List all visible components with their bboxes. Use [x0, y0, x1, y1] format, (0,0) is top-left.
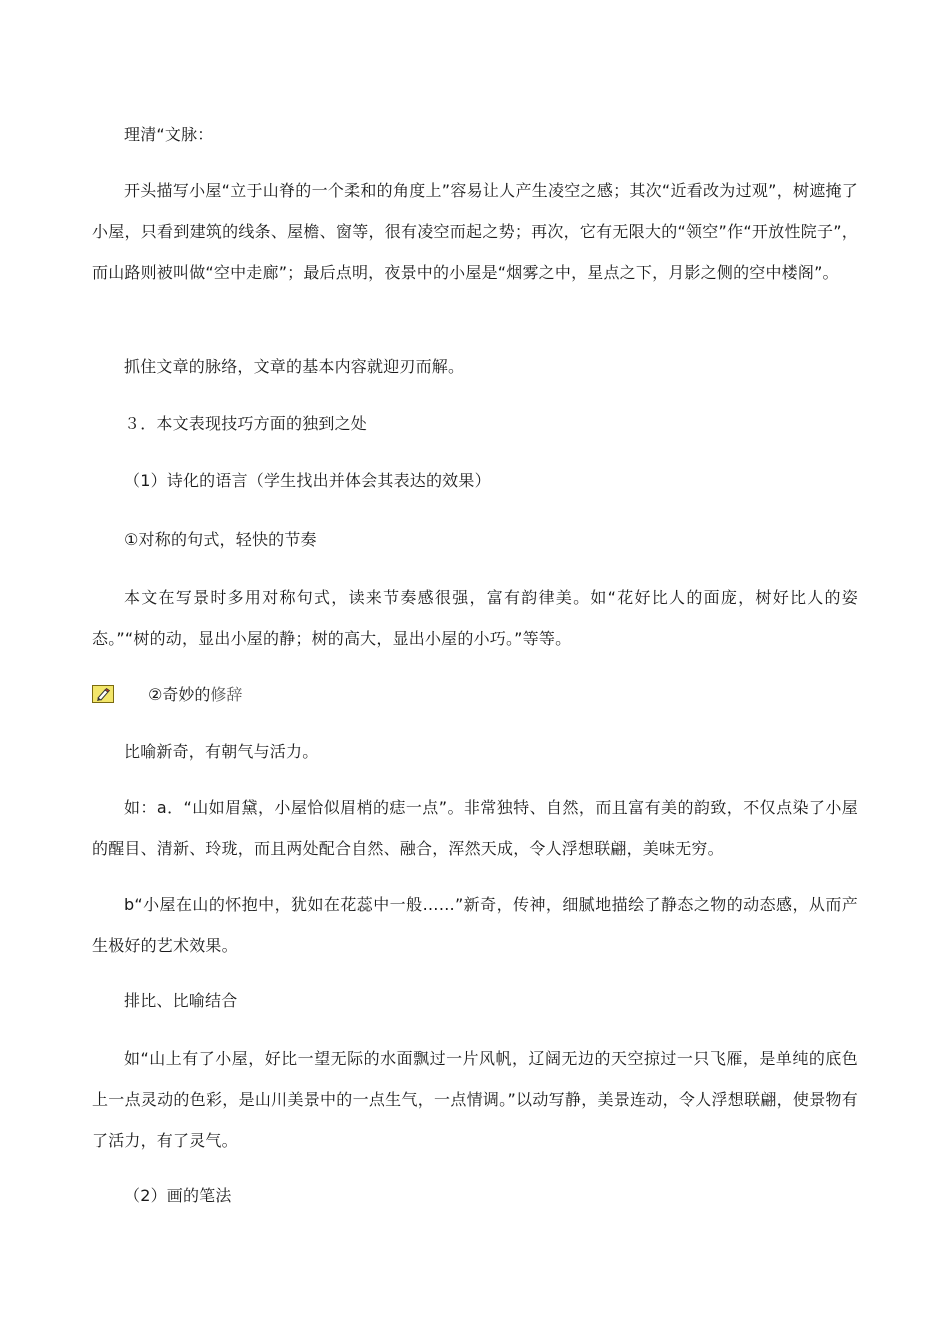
subheading-rhetoric-link: 修辞: [210, 685, 243, 704]
paragraph-metaphor-intro: 比喻新奇，有朝气与活力。: [124, 742, 319, 761]
paragraph-symmetry-explanation: 本文在写景时多用对称句式，读来节奏感很强，富有韵律美。如“花好比人的面庞，树好比人的姿态。”“树的动，显出小屋的静；树的高大，显出小屋的小巧。”等等。: [92, 588, 858, 648]
paragraph-example-b: b“小屋在山的怀抱中，犹如在花蕊中一般……”新奇，传神，细腻地描绘了静态之物的动态感，从而产生极好的艺术效果。: [92, 895, 858, 955]
edit-pencil-icon[interactable]: [92, 685, 114, 703]
subheading-symmetric-sentences: ①对称的句式，轻快的节奏: [124, 530, 317, 549]
paragraph-example-a: 如：a．“山如眉黛，小屋恰似眉梢的痣一点”。非常独特、自然，而且富有美的韵致，不仅点染了小屋的醒目、清新、玲珑，而且两处配合自然、融合，浑然天成，令人浮想联翩，美味无穷。: [92, 798, 858, 858]
paragraph-summary: 抓住文章的脉络，文章的基本内容就迎刃而解。: [124, 357, 465, 376]
paragraph-parallelism-example: 如“山上有了小屋，好比一望无际的水面飘过一片风帆，辽阔无边的天空掠过一只飞雁，是单纯的底色上一点灵动的色彩，是山川美景中的一点生气，一点情调。”以动写静，美景连动，令人浮想联翩，使景物有了活力，有了灵气。: [92, 1049, 858, 1150]
subheading-rhetoric: [148, 674, 242, 715]
section-heading-techniques: ３．本文表现技巧方面的独到之处: [124, 414, 368, 433]
paragraph-wenmai-analysis: 开头描写小屋“立于山脊的一个柔和的角度上”容易让人产生凌空之感；其次“近看改为过观”，树遮掩了小屋，只看到建筑的线条、屋檐、窗等，很有凌空而起之势；再次，它有无限大的“领空”作“开放性院子”，而山路则被叫做“空中走廊”；最后点明，夜景中的小屋是“烟雾之中，星点之下，月影之侧的空中楼阁”。: [92, 181, 858, 282]
subheading-painting-technique: （2）画的笔法: [124, 1186, 232, 1205]
subheading-poetic-language: （1）诗化的语言（学生找出并体会其表达的效果）: [124, 471, 491, 490]
subheading-parallelism: 排比、比喻结合: [124, 991, 238, 1010]
paragraph-wenmai-heading: 理清“文脉：: [124, 125, 214, 144]
subheading-rhetoric-main: ②奇妙的: [148, 685, 211, 704]
